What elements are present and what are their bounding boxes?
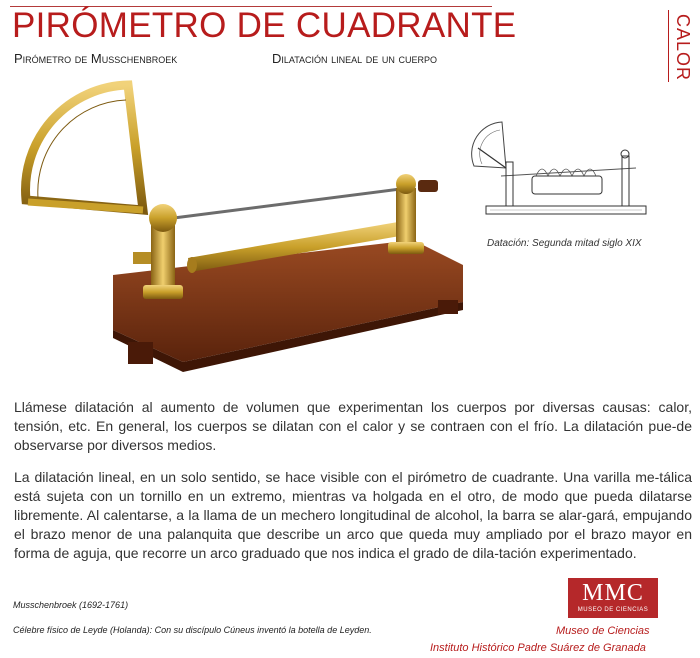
description [14, 398, 692, 576]
description-paragraph: Llámese dilatación al aumento de volumen que experimentan los cuerpos por diversas causas: calor, tensión, etc. En general, los cuerpos se dilatan con el calor y se contraen con el frío. La dilatación pue-de observarse por diversos medios. [14, 399, 692, 453]
logo-mark: MMC [582, 580, 644, 606]
scientist-name: Musschenbroek (1692-1761) [13, 600, 129, 610]
logo-text: MUSEO DE CIENCIAS [577, 607, 649, 613]
instrument-purpose: Dilatación lineal de un cuerpo [272, 51, 438, 66]
scientist-bio: Célebre físico de Leyde (Holanda): Con su discípulo Cúneus inventó la botella de Leyden. [13, 625, 372, 635]
museum-name: Museo de Ciencias [556, 625, 650, 637]
dating-caption: Datación: Segunda mitad siglo XIX [487, 238, 642, 249]
description-paragraph: La dilatación lineal, en un solo sentido, se hace visible con el pirómetro de cuadrante. Una varilla me-tálica está sujeta con un tornillo en un extremo, mientras va holgada en el otro, de modo que pueda dilatarse libremente. Al calentarse, a la llama de un mechero longitudinal de alcohol, la barra se alar-gará, empujando el brazo menor de una palanquita que describe un arco que queda muy ampliado por el brazo mayor en forma de aguja, que recorre un arco graduado que nos indica el grado de dila-tación experimentado. [14, 469, 692, 561]
engraving-illustration [456, 118, 656, 218]
pyrometer-photo [18, 80, 478, 380]
institute-name: Instituto Histórico Padre Suárez de Granada [430, 642, 646, 654]
section-tab [670, 14, 692, 84]
section-tab-label: CALOR [673, 14, 693, 82]
side-tab-rule [668, 10, 669, 82]
instrument-name: Pirómetro de Musschenbroek [14, 51, 178, 66]
museum-logo [568, 578, 658, 618]
page-title: PIRÓMETRO DE CUADRANTE [12, 6, 517, 45]
